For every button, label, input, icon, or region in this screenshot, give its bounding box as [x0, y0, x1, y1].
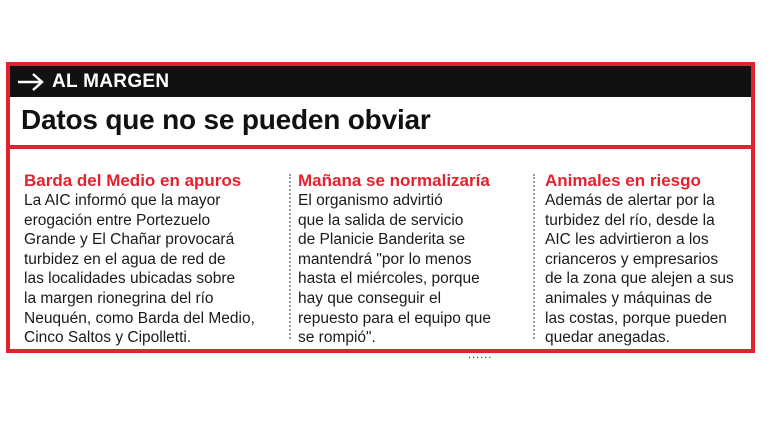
column-1: [24, 171, 269, 348]
column-title: Mañana se normalizaría: [298, 171, 490, 190]
column-2: [298, 171, 543, 348]
kicker-label: AL MARGEN: [52, 71, 170, 92]
column-title: Barda del Medio en apuros: [24, 171, 242, 190]
column-3: [545, 171, 770, 348]
headline: Datos que no se pueden obviar: [21, 104, 431, 135]
arrow-right-icon: [16, 72, 46, 92]
column-divider: [533, 174, 535, 339]
continue-marker: ......: [468, 349, 493, 361]
column-divider: [289, 174, 291, 339]
column-body: Además de alertar por la turbidez del río, desde la AIC les advirtieron a los crianceros y empresarios de la zona que alejen a sus animales y máquinas de las costas, porque pueden quedar anegadas.: [545, 192, 734, 347]
red-rule: [10, 145, 751, 149]
column-body: El organismo advirtió que la salida de servicio de Planicie Banderita se mantendrá "por lo menos hasta el miércoles, porque hay que conseguir el repuesto para el equipo que se rompió".: [298, 192, 492, 347]
column-body: La AIC informó que la mayor erogación entre Portezuelo Grande y El Chañar provocará turbidez en el agua de red de las localidades ubicadas sobre la margen rionegrina del río Neuquén, como Barda del Medio, Cinco Saltos y Cipolletti.: [24, 192, 255, 347]
info-box: [6, 62, 755, 361]
header-bar: [10, 66, 751, 97]
column-title: Animales en riesgo: [545, 171, 701, 190]
